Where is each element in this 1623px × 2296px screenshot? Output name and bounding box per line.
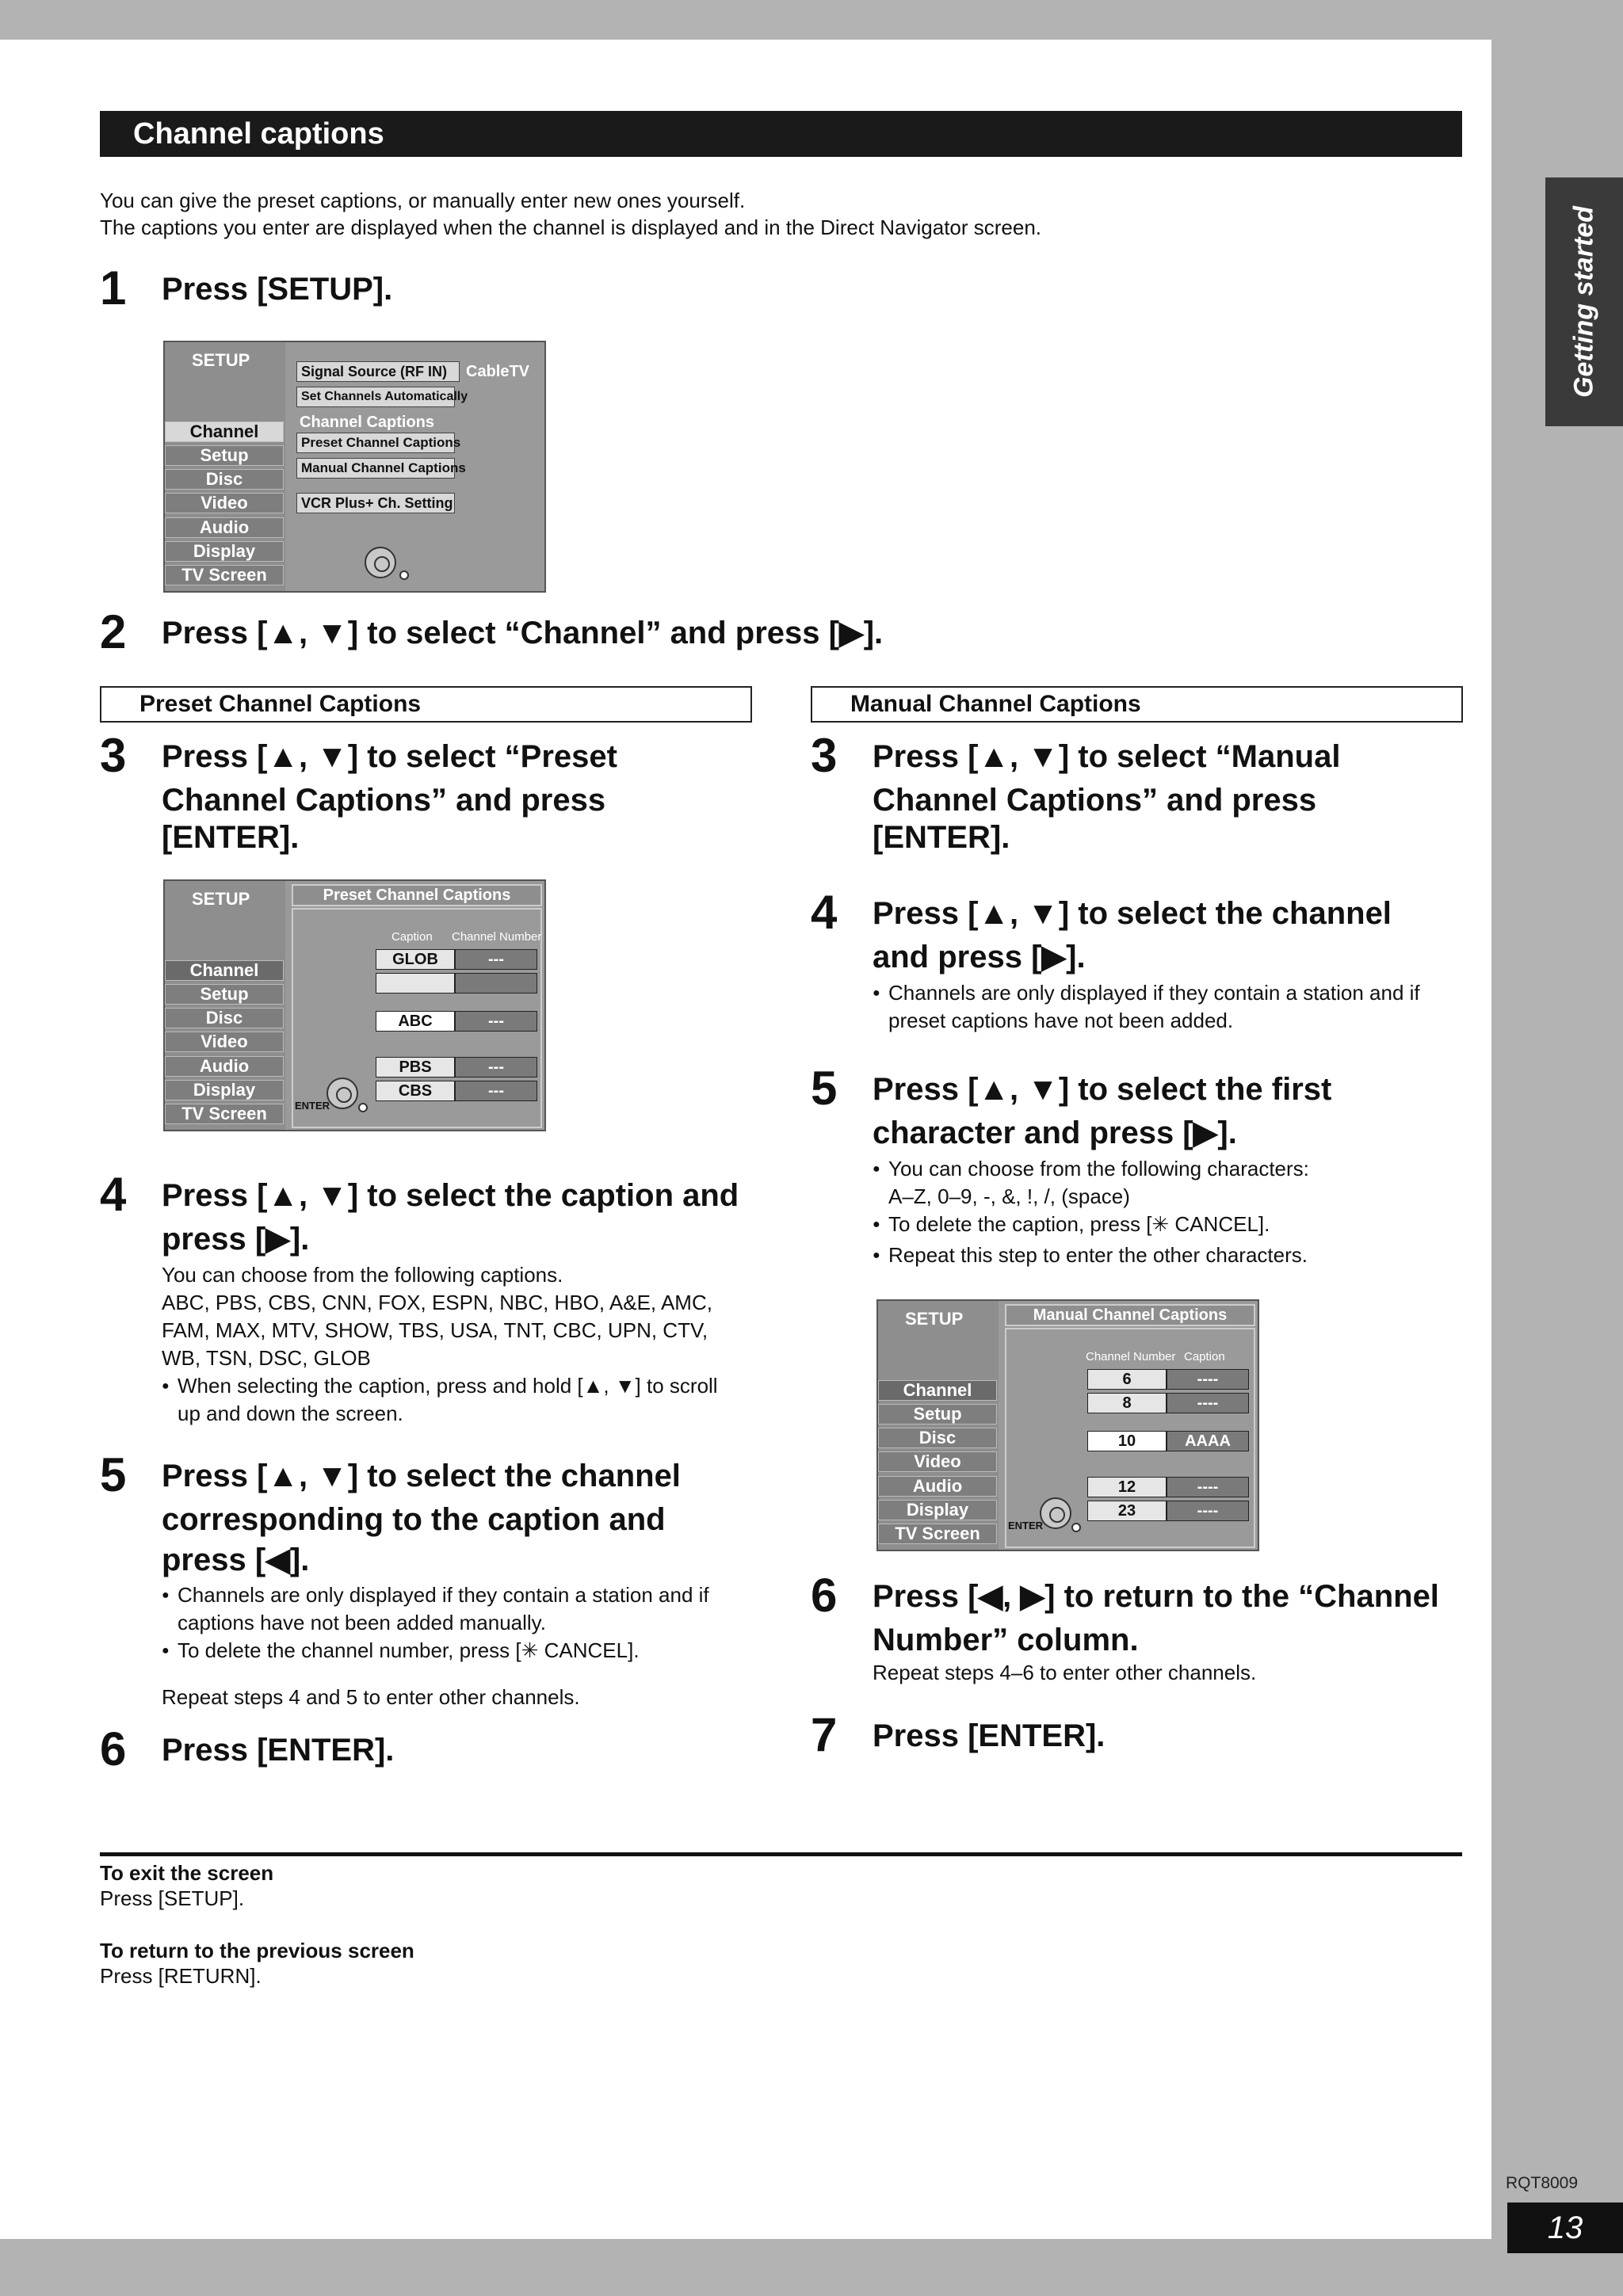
page-top-border: [0, 0, 1623, 40]
caption-cell: ----: [1167, 1393, 1249, 1413]
step-heading: Press [SETUP].: [162, 272, 393, 307]
enter-label: ENTER: [295, 1100, 330, 1112]
caption-column-header: Caption: [1184, 1350, 1225, 1363]
menu-disc: Disc: [165, 469, 284, 490]
channel-captions-label: Channel Captions: [300, 414, 435, 431]
signal-source-value: CableTV: [466, 363, 530, 380]
step-number: 1: [100, 261, 127, 315]
divider: [100, 1852, 1462, 1856]
menu-channel: Channel: [165, 421, 284, 442]
button-dot-icon: [358, 1103, 368, 1112]
step-heading: Press [▲, ▼] to select “Channel” and press [▶].: [162, 616, 884, 650]
caption-cell: ABC: [376, 1011, 455, 1032]
caption-cell: ----: [1167, 1501, 1249, 1521]
caption-cell: ----: [1167, 1477, 1249, 1497]
screen-title: Manual Channel Captions: [1005, 1304, 1255, 1326]
signal-source-item: Signal Source (RF IN): [296, 361, 460, 382]
number-cell: 8: [1087, 1393, 1167, 1413]
return-note: To return to the previous screen Press [RETURN].: [100, 1939, 414, 1988]
joystick-icon: [1040, 1497, 1071, 1529]
section-side-tab: Getting started: [1545, 177, 1623, 426]
joystick-icon: [365, 547, 396, 578]
number-cell: ---: [455, 1081, 537, 1101]
number-cell: 12: [1087, 1477, 1167, 1497]
button-dot-icon: [1071, 1523, 1081, 1532]
number-cell: ---: [455, 949, 537, 970]
page-bottom-border: [0, 2239, 1623, 2296]
document-code: RQT8009: [1506, 2174, 1579, 2192]
intro-text: You can give the preset captions, or manually enter new ones yourself. The captions you enter are displayed when the channel is displayed and in the Direct Navigator screen.: [100, 189, 1042, 239]
preset-captions-screen: SETUP Channel Setup Disc Video Audio Display TV Screen Preset Channel Captions Caption Channel Number GLOB --- ABC --- PBS --- CBS --- ENTER: [163, 879, 546, 1131]
caption-column-header: Caption: [391, 930, 433, 944]
caption-cell: PBS: [376, 1057, 455, 1077]
page-number: 13: [1507, 2203, 1623, 2253]
number-cell: 6: [1087, 1369, 1167, 1390]
number-cell: 23: [1087, 1501, 1167, 1521]
caption-cell: GLOB: [376, 949, 455, 970]
preset-captions-item: Preset Channel Captions: [296, 433, 455, 453]
vcr-plus-item: VCR Plus+ Ch. Setting: [296, 493, 455, 513]
manual-captions-header: Manual Channel Captions: [811, 686, 1463, 723]
number-cell: 10: [1087, 1431, 1167, 1451]
menu-setup: Setup: [165, 445, 284, 466]
step-number: 2: [100, 605, 127, 658]
joystick-icon: [327, 1077, 358, 1109]
channel-number-column-header: Channel Number: [1086, 1350, 1176, 1363]
preset-captions-header: Preset Channel Captions: [100, 686, 752, 723]
menu-display: Display: [165, 541, 284, 562]
caption-cell: CBS: [376, 1081, 455, 1101]
menu-audio: Audio: [165, 517, 284, 538]
button-dot-icon: [399, 570, 409, 580]
channel-number-column-header: Channel Number: [452, 930, 542, 944]
menu-tv-screen: TV Screen: [165, 565, 284, 585]
number-cell: ---: [455, 1011, 537, 1032]
number-cell: [455, 973, 537, 994]
set-channels-item: Set Channels Automatically: [296, 387, 455, 407]
page-title: Channel captions: [100, 111, 1462, 157]
exit-note: To exit the screen Press [SETUP].: [100, 1861, 274, 1910]
caption-cell: ----: [1167, 1369, 1249, 1390]
menu-video: Video: [165, 493, 284, 513]
caption-cell: AAAA: [1167, 1431, 1249, 1451]
caption-cell: [376, 973, 455, 994]
setup-menu-screen: SETUP Channel Setup Disc Video Audio Display TV Screen Signal Source (RF IN) CableTV Set Channels Automatically Channel Captions Preset Channel Captions Manual Channel Captions VCR Plus+ Ch. Setting: [163, 341, 546, 593]
number-cell: ---: [455, 1057, 537, 1077]
enter-label: ENTER: [1008, 1520, 1044, 1531]
screen-title: Preset Channel Captions: [292, 884, 542, 906]
manual-captions-screen: SETUP Channel Setup Disc Video Audio Display TV Screen Manual Channel Captions Channel Number Caption 6 ---- 8 ---- 10 AAAA 12 ---- 23 ---- ENTER: [876, 1299, 1259, 1551]
manual-captions-item: Manual Channel Captions: [296, 458, 455, 479]
